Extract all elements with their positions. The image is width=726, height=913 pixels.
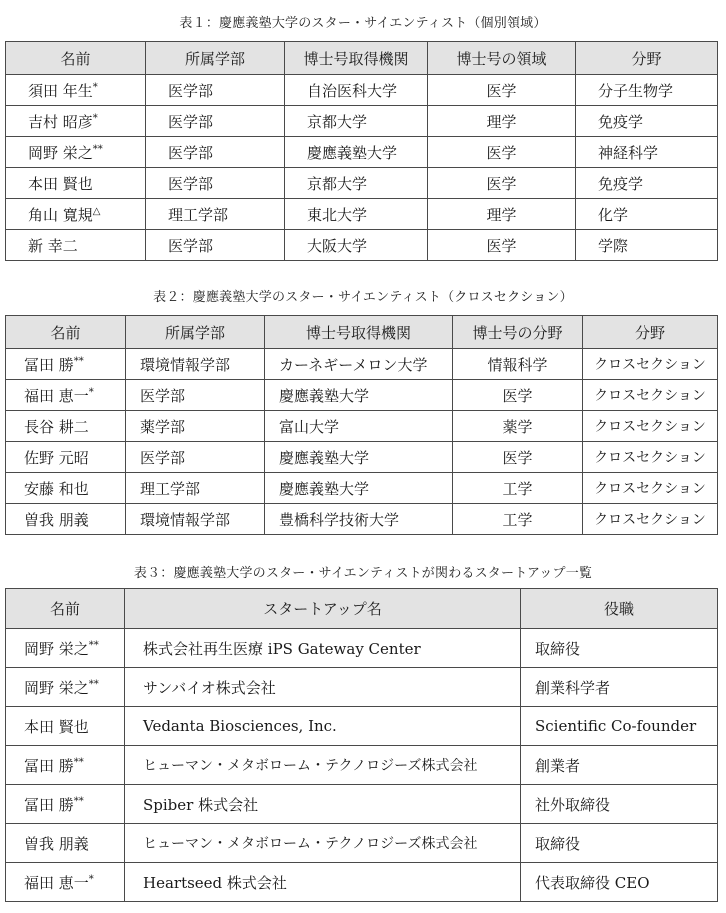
name-cell: 冨田 勝** xyxy=(6,746,125,785)
domain-cell: 工学 xyxy=(453,504,583,535)
name-cell: 吉村 昭彦* xyxy=(6,106,146,137)
institution-cell: 豊橋科学技術大学 xyxy=(265,504,453,535)
table3-caption: 表３：慶應義塾大学のスター・サイエンティストが関わるスタートアップ一覧 xyxy=(133,566,593,581)
table-row xyxy=(6,168,718,199)
institution-cell: 自治医科大学 xyxy=(285,75,428,106)
faculty-cell: 環境情報学部 xyxy=(126,504,265,535)
table-row xyxy=(6,442,718,473)
name-cell: 曽我 朋義 xyxy=(6,504,126,535)
name-cell: 安藤 和也 xyxy=(6,473,126,504)
faculty-cell: 医学部 xyxy=(126,380,265,411)
faculty-cell: 理工学部 xyxy=(126,473,265,504)
table-row xyxy=(6,380,718,411)
institution-cell: 大阪大学 xyxy=(285,230,428,261)
faculty-cell: 医学部 xyxy=(146,230,285,261)
field-cell: クロスセクション xyxy=(583,349,718,380)
table-row xyxy=(6,863,718,902)
table1-header-domain: 博士号の領域 xyxy=(428,42,576,75)
name-cell: 本田 賢也 xyxy=(6,707,125,746)
domain-cell: 医学 xyxy=(453,442,583,473)
name-cell: 岡野 栄之** xyxy=(6,137,146,168)
field-cell: クロスセクション xyxy=(583,411,718,442)
name-cell: 冨田 勝** xyxy=(6,785,125,824)
table1-header-name: 名前 xyxy=(6,42,146,75)
domain-cell: 情報科学 xyxy=(453,349,583,380)
table1-header-institution: 博士号取得機関 xyxy=(285,42,428,75)
role-cell: 創業者 xyxy=(521,746,718,785)
field-cell: 免疫学 xyxy=(576,106,718,137)
table1-header-field: 分野 xyxy=(576,42,718,75)
institution-cell: カーネギーメロン大学 xyxy=(265,349,453,380)
faculty-cell: 医学部 xyxy=(146,168,285,199)
domain-cell: 理学 xyxy=(428,199,576,230)
name-cell: 福田 恵一* xyxy=(6,380,126,411)
table2-header-name: 名前 xyxy=(6,316,126,349)
role-cell: 社外取締役 xyxy=(521,785,718,824)
table1-header-row xyxy=(6,42,718,75)
table-row xyxy=(6,106,718,137)
table-row xyxy=(6,785,718,824)
faculty-cell: 薬学部 xyxy=(126,411,265,442)
table2-header-faculty: 所属学部 xyxy=(126,316,265,349)
faculty-cell: 医学部 xyxy=(126,442,265,473)
field-cell: 免疫学 xyxy=(576,168,718,199)
domain-cell: 薬学 xyxy=(453,411,583,442)
table-row xyxy=(6,137,718,168)
name-cell: 岡野 栄之** xyxy=(6,668,125,707)
institution-cell: 慶應義塾大学 xyxy=(285,137,428,168)
institution-cell: 富山大学 xyxy=(265,411,453,442)
role-cell: 取締役 xyxy=(521,824,718,863)
table-row xyxy=(6,75,718,106)
table-row xyxy=(6,230,718,261)
table2-caption: 表２：慶應義塾大学のスター・サイエンティスト（クロスセクション） xyxy=(153,290,573,305)
name-cell: 岡野 栄之** xyxy=(6,629,125,668)
table-row xyxy=(6,349,718,380)
startup-cell: サンバイオ株式会社 xyxy=(125,668,521,707)
name-cell: 新 幸二 xyxy=(6,230,146,261)
table2-header-row xyxy=(6,316,718,349)
name-cell: 佐野 元昭 xyxy=(6,442,126,473)
institution-cell: 東北大学 xyxy=(285,199,428,230)
table3 xyxy=(5,588,718,902)
startup-cell: ヒューマン・メタボローム・テクノロジーズ株式会社 xyxy=(125,746,521,785)
startup-cell: Heartseed 株式会社 xyxy=(125,863,521,902)
domain-cell: 理学 xyxy=(428,106,576,137)
table-row xyxy=(6,473,718,504)
faculty-cell: 医学部 xyxy=(146,106,285,137)
table-row xyxy=(6,668,718,707)
domain-cell: 医学 xyxy=(453,380,583,411)
field-cell: 神経科学 xyxy=(576,137,718,168)
table2-header-institution: 博士号取得機関 xyxy=(265,316,453,349)
startup-cell: Vedanta Biosciences, Inc. xyxy=(125,707,521,746)
table3-header-role: 役職 xyxy=(521,589,718,629)
table-row xyxy=(6,707,718,746)
institution-cell: 京都大学 xyxy=(285,106,428,137)
table-row xyxy=(6,411,718,442)
startup-cell: ヒューマン・メタボローム・テクノロジーズ株式会社 xyxy=(125,824,521,863)
table1-caption: 表１：慶應義塾大学のスター・サイエンティスト（個別領域） xyxy=(179,16,547,31)
role-cell: 創業科学者 xyxy=(521,668,718,707)
table-row xyxy=(6,199,718,230)
field-cell: 化学 xyxy=(576,199,718,230)
table-row xyxy=(6,746,718,785)
field-cell: クロスセクション xyxy=(583,473,718,504)
table-row xyxy=(6,504,718,535)
table-row xyxy=(6,824,718,863)
domain-cell: 医学 xyxy=(428,230,576,261)
name-cell: 須田 年生* xyxy=(6,75,146,106)
role-cell: 代表取締役 CEO xyxy=(521,863,718,902)
field-cell: クロスセクション xyxy=(583,504,718,535)
role-cell: 取締役 xyxy=(521,629,718,668)
institution-cell: 慶應義塾大学 xyxy=(265,442,453,473)
startup-cell: 株式会社再生医療 iPS Gateway Center xyxy=(125,629,521,668)
name-cell: 曽我 朋義 xyxy=(6,824,125,863)
table3-header-startup: スタートアップ名 xyxy=(125,589,521,629)
domain-cell: 医学 xyxy=(428,137,576,168)
table2 xyxy=(5,315,718,535)
name-cell: 福田 恵一* xyxy=(6,863,125,902)
institution-cell: 慶應義塾大学 xyxy=(265,380,453,411)
table1 xyxy=(5,41,718,261)
field-cell: クロスセクション xyxy=(583,442,718,473)
field-cell: 分子生物学 xyxy=(576,75,718,106)
faculty-cell: 医学部 xyxy=(146,137,285,168)
faculty-cell: 理工学部 xyxy=(146,199,285,230)
table3-header-name: 名前 xyxy=(6,589,125,629)
faculty-cell: 医学部 xyxy=(146,75,285,106)
name-cell: 冨田 勝** xyxy=(6,349,126,380)
field-cell: 学際 xyxy=(576,230,718,261)
table-row xyxy=(6,629,718,668)
domain-cell: 医学 xyxy=(428,75,576,106)
name-cell: 長谷 耕二 xyxy=(6,411,126,442)
domain-cell: 医学 xyxy=(428,168,576,199)
table2-header-domain: 博士号の分野 xyxy=(453,316,583,349)
role-cell: Scientific Co-founder xyxy=(521,707,718,746)
startup-cell: Spiber 株式会社 xyxy=(125,785,521,824)
table3-header-row xyxy=(6,589,718,629)
institution-cell: 京都大学 xyxy=(285,168,428,199)
name-cell: 角山 寛規△ xyxy=(6,199,146,230)
table1-header-faculty: 所属学部 xyxy=(146,42,285,75)
name-cell: 本田 賢也 xyxy=(6,168,146,199)
field-cell: クロスセクション xyxy=(583,380,718,411)
table2-header-field: 分野 xyxy=(583,316,718,349)
domain-cell: 工学 xyxy=(453,473,583,504)
faculty-cell: 環境情報学部 xyxy=(126,349,265,380)
institution-cell: 慶應義塾大学 xyxy=(265,473,453,504)
